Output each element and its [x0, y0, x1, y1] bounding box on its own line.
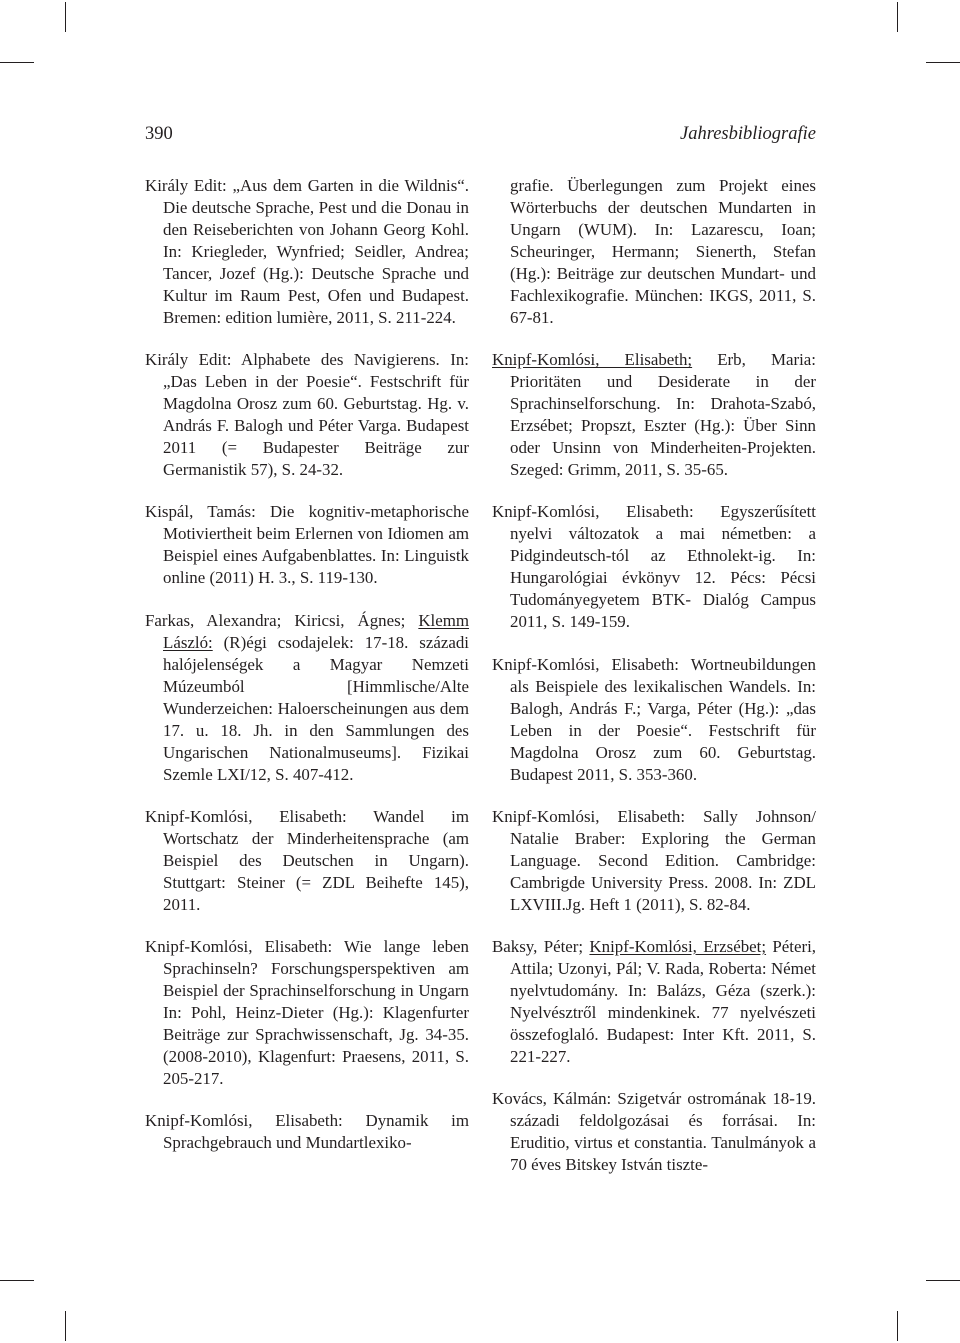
- crop-mark: [0, 62, 34, 63]
- left-column: [145, 175, 469, 1174]
- page-number: 390: [145, 124, 173, 144]
- bibliography-entry: Kispál, Tamás: Die kognitiv-metaphorische Motiviertheit beim Erlernen von Idiomen am Beispiel eines Aufgabenblattes. In: Linguistk online (2011) H. 3., S. 119-130.: [145, 502, 469, 588]
- crop-mark: [926, 62, 960, 63]
- bibliography-entry: [145, 610, 469, 786]
- bibliography-entry: Knipf-Komlósi, Elisabeth: Wie lange leben Sprachinseln? Forschungsperspektiven am Beispiel der Sprachinselforschung in Ungarn In: Pohl, Heinz-Dieter (Hg.): Klagenfurter Beiträge zur Sprachwissenschaft, Jg. 34-35. (2008-2010), Klagenfurt: Praesens, 2011, S. 205-217.: [145, 936, 469, 1088]
- crop-mark: [65, 2, 66, 32]
- crop-mark: [897, 2, 898, 32]
- entry-text: (R)égi csodajelek: 17-18. századi halójelenségek a Magyar Nemzeti Múzeumból [Himmlische/Alte Wunderzeichen: Haloerscheinungen aus dem 17. u. 18. Jh. in den Sammlungen des Ungarischen Nationalmuseums]. Fizikai Szemle LXI/12, S. 407-412.: [163, 632, 469, 784]
- bibliography-entry: Király Edit: „Aus dem Garten in die Wildnis“. Die deutsche Sprache, Pest und die Donau in den Reiseberichten von Johann Georg Kohl. In: Kriegleder, Wynfried; Seidler, Andrea; Tancer, Jozef (Hg.): Deutsche Sprache und Kultur im Raum Pest, Ofen und Budapest. Bremen: edition lumière, 2011, S. 211-224.: [145, 176, 469, 327]
- bibliography-entry: Kovács, Kálmán: Szigetvár ostromának 18-19. századi feldolgozásai és forrásai. In: Eruditio, virtus et constantia. Tanulmányok a 70 éves Bitskey István tiszte-: [492, 1089, 816, 1175]
- crop-mark: [926, 1280, 960, 1281]
- entry-text: Péteri, Attila; Uzonyi, Pál; V. Rada, Roberta: Német nyelvtudomány. In: Balázs, Géza (szerk.): Nyelvésztről mindenkinek. 77 nyelvészeti összefoglaló. Budapest: Inter Kft. 2011, S. 221-227.: [510, 936, 817, 1066]
- bibliography-entry: [492, 349, 816, 481]
- entry-text: Farkas, Alexandra; Kiricsi, Ágnes;: [145, 610, 419, 630]
- entry-text: Baksy, Péter;: [492, 936, 590, 956]
- bibliography-entry: Knipf-Komlósi, Elisabeth: Wandel im Wortschatz der Minderheitensprache (am Beispiel des Deutschen in Ungarn). Stuttgart: Steiner (= ZDL Beihefte 145), 2011.: [145, 806, 469, 914]
- bibliography-entry: Knipf-Komlósi, Elisabeth: Egyszerűsített nyelvi változatok a mai németben: a Pidgindeutsch-tól az Ethnolekt-ig. In: Hungarológiai évkönyv 12. Pécs: Pécsi Tudományegyetem BTK- Dialóg Campus 2011, S. 149-159.: [492, 502, 816, 632]
- bibliography-entry-continuation: grafie. Überlegungen zum Projekt eines Wörterbuchs der deutschen Mundarten in Ungarn (WUM). In: Lazarescu, Ioan; Scheuringer, Hermann; Sienerth, Stefan (Hg.): Beiträge zur deutschen Mundart- und Fachlexikografie. München: IKGS, 2011, S. 67-81.: [510, 176, 816, 327]
- underlined-author: Knipf-Komlósi, Erzsébet;: [589, 936, 767, 956]
- crop-mark: [0, 1280, 34, 1281]
- bibliography-entry: [492, 936, 816, 1068]
- right-column: [492, 175, 816, 1196]
- underlined-author: Klemm László:: [163, 610, 469, 652]
- bibliography-entry: Knipf-Komlósi, Elisabeth: Sally Johnson/ Natalie Braber: Exploring the German Language. Second Edition. Cambridge: Cambrigde University Press. 2008. In: ZDL LXVIII.Jg. Heft 1 (2011), S. 82-84.: [492, 806, 816, 914]
- bibliography-entry: Király Edit: Alphabete des Navigierens. In: „Das Leben in der Poesie“. Festschrift für Magdolna Orosz zum 60. Geburtstag. Hg. v. András F. Balogh und Péter Varga. Budapest 2011 (= Budapester Beiträge zur Germanistik 57), S. 24-32.: [145, 350, 469, 480]
- entry-text: Erb, Maria: Prioritäten und Desiderate in der Sprachinselforschung. In: Drahota-Szabó, Erzsébet; Propszt, Eszter (Hg.): Über Sinn oder Unsinn von Minderheiten-Projekten. Szeged: Grimm, 2011, S. 35-65.: [510, 350, 816, 480]
- crop-mark: [897, 1311, 898, 1341]
- bibliography-entry: Knipf-Komlósi, Elisabeth: Wortneubildungen als Beispiele des lexikalischen Wandels. In: Balogh, András F.; Varga, Péter (Hg.): „das Leben in der Poesie“. Festschrift für Magdolna Orosz zum 60. Geburtstag. Budapest 2011, S. 353-360.: [492, 654, 816, 784]
- bibliography-entry: Knipf-Komlósi, Elisabeth: Dynamik im Sprachgebrauch und Mundartlexiko-: [145, 1111, 469, 1153]
- underlined-author: Knipf-Komlósi, Elisabeth;: [492, 350, 693, 370]
- running-title: Jahresbibliografie: [680, 124, 816, 144]
- crop-mark: [65, 1311, 66, 1341]
